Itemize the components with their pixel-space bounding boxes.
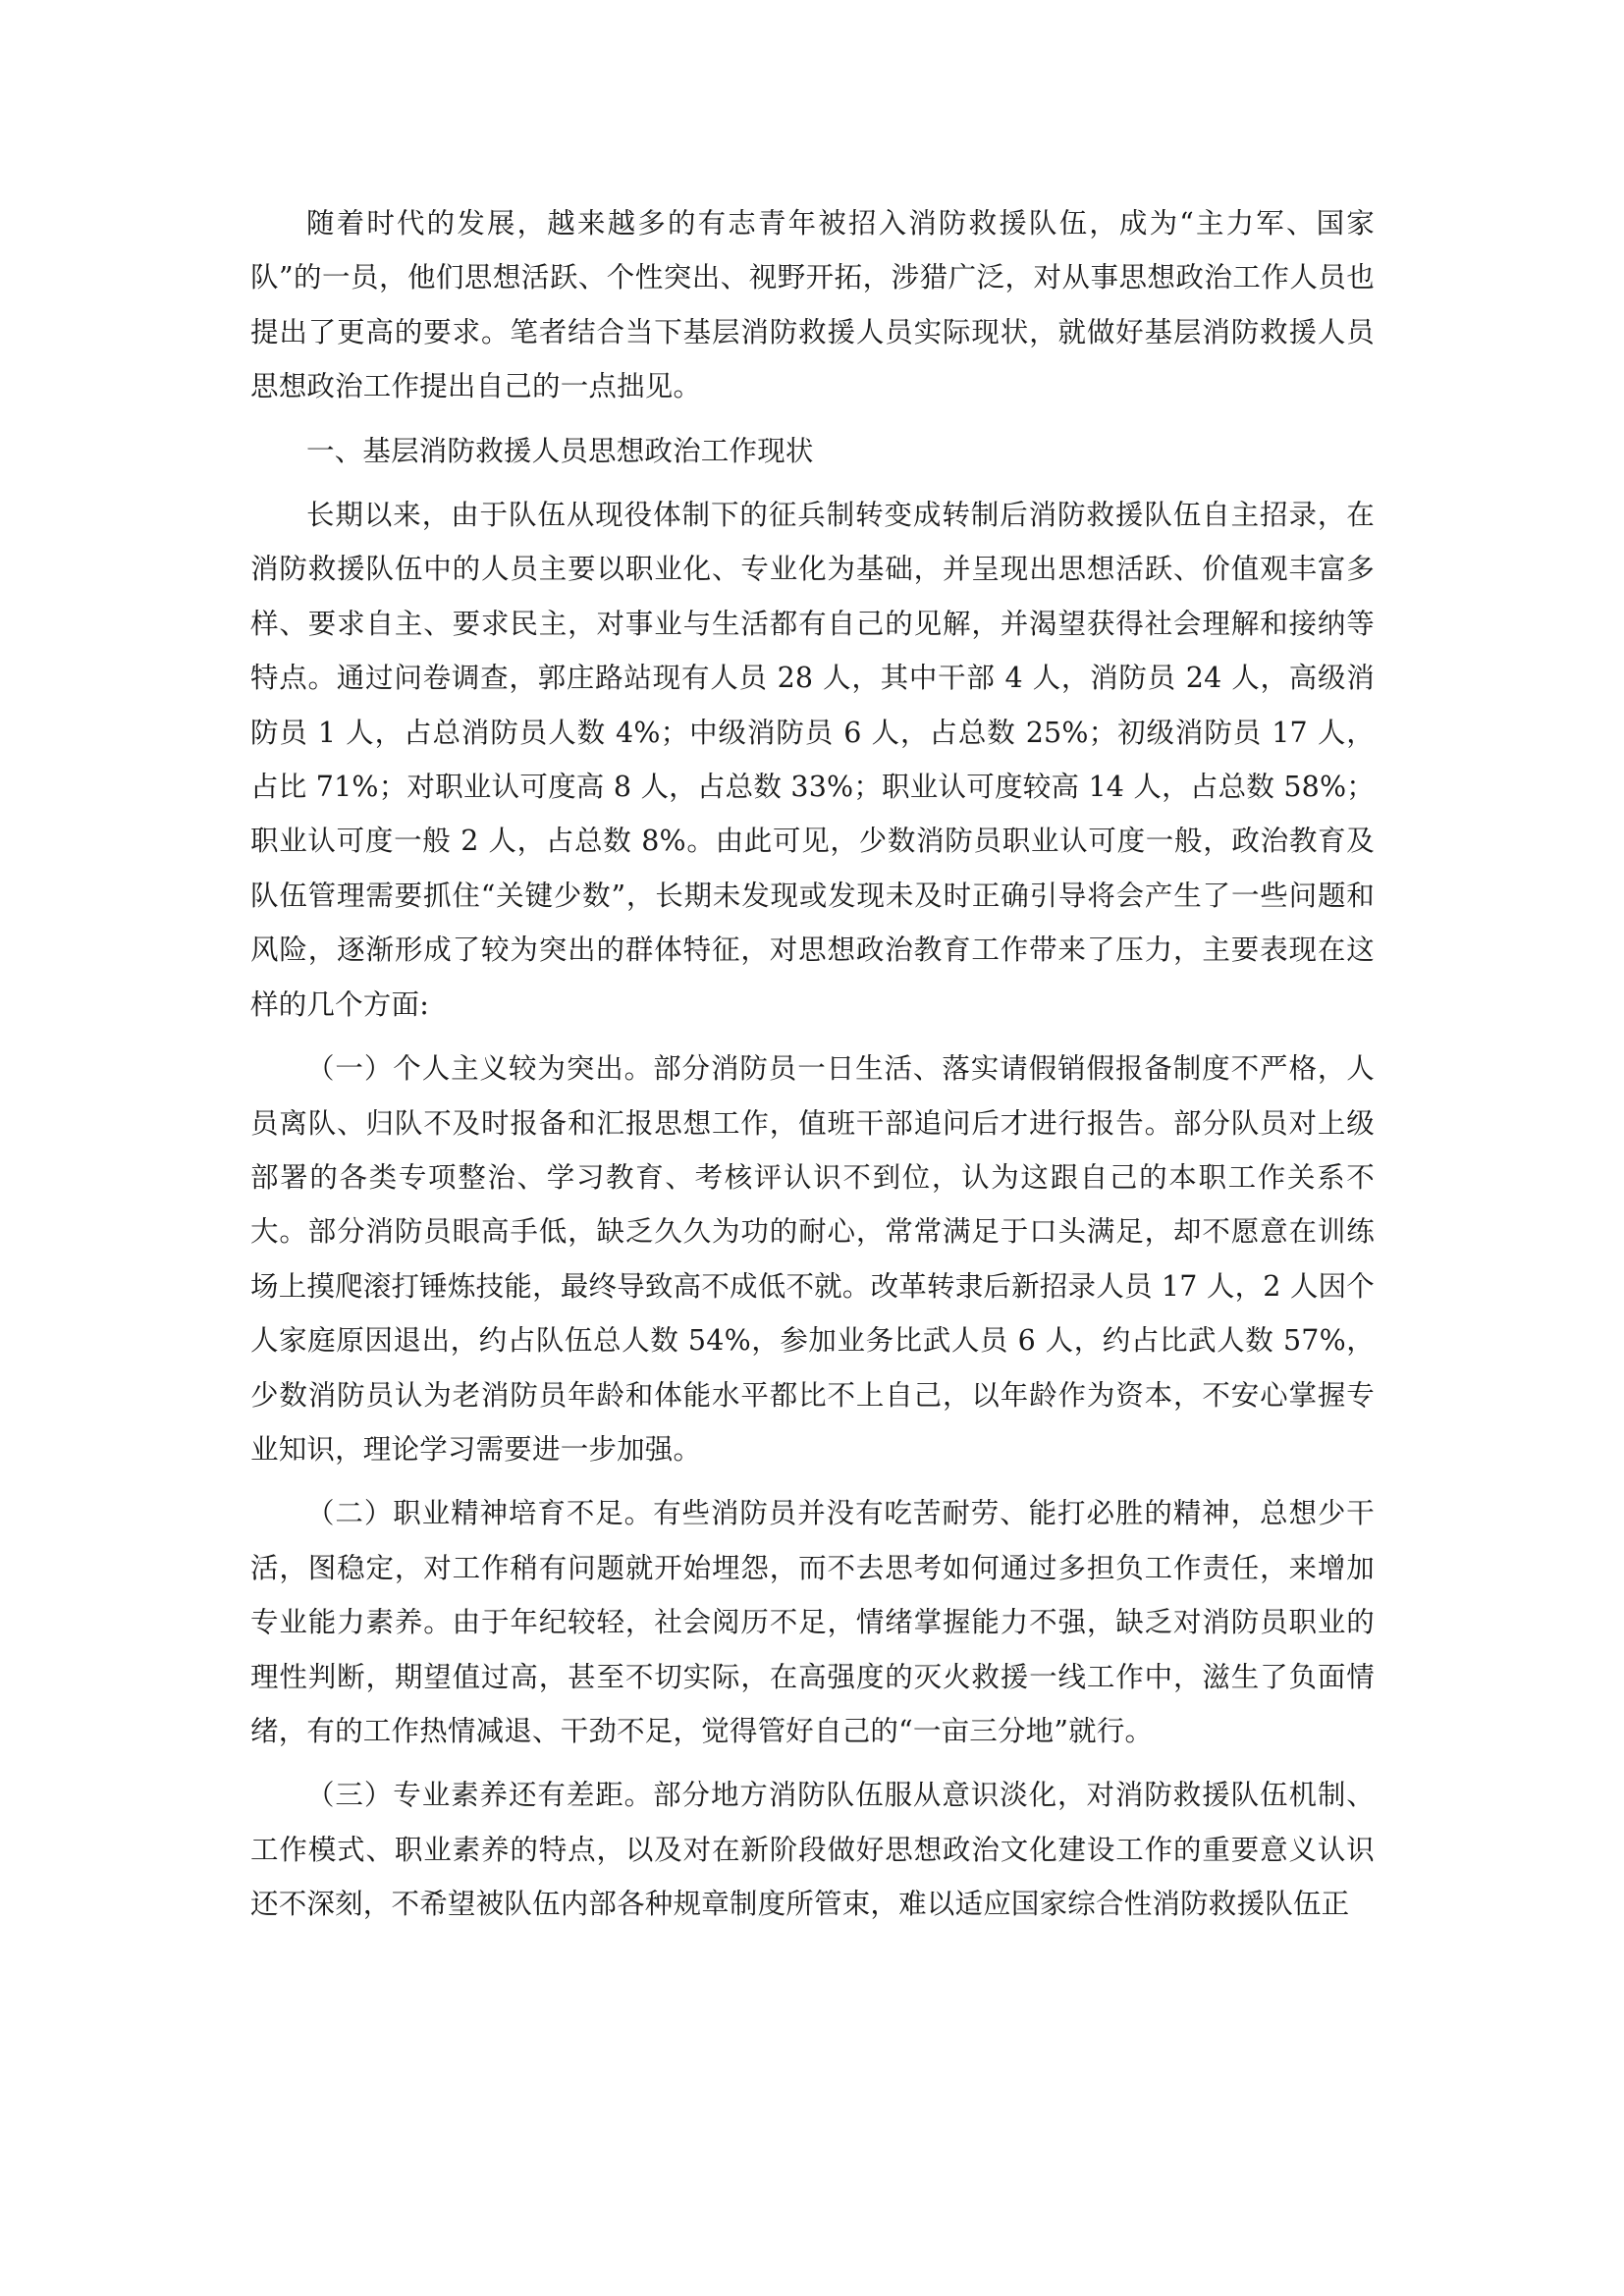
point-two-paragraph: （二）职业精神培育不足。有些消防员并没有吃苦耐劳、能打必胜的精神，总想少干活，图稳定，对工作稍有问题就开始埋怨，而不去思考如何通过多担负工作责任，来增加专业能力素养。由于年纪较轻，社会阅历不足，情绪掌握能力不强，缺乏对消防员职业的理性判断，期望值过高，甚至不切实际，在高强度的灭火救援一线工作中，滋生了负面情绪，有的工作热情减退、干劲不足，觉得管好自己的“一亩三分地”就行。 [250, 1497, 1375, 1747]
status-paragraph: 长期以来，由于队伍从现役体制下的征兵制转变成转制后消防救援队伍自主招录，在消防救援队伍中的人员主要以职业化、专业化为基础，并呈现出思想活跃、价值观丰富多样、要求自主、要求民主，对事业与生活都有自己的见解，并渴望获得社会理解和接纳等特点。通过问卷调查，郭庄路站现有人员 28 人，其中干部 4 人，消防员 24 人，高级消防员 1 人，占总消防员人数 4%；中级消防员 6 人，占总数 25%；初级消防员 17 人，占比 71%；对职业认可度高 8 人，占总数 33%；职业认可度较高 14 人，占总数 58%；职业认可度一般 2 人，占总数 8%。由此可见，少数消防员职业认可度一般，政治教育及队伍管理需要抓住“关键少数”，长期未发现或发现未及时正确引导将会产生了一些问题和风险，逐渐形成了较为突出的群体特征，对思想政治教育工作带来了压力，主要表现在这样的几个方面: [250, 499, 1375, 1021]
intro-paragraph: 随着时代的发展，越来越多的有志青年被招入消防救援队伍，成为“主力军、国家队”的一员，他们思想活跃、个性突出、视野开拓，涉猎广泛，对从事思想政治工作人员也提出了更高的要求。笔者结合当下基层消防救援人员实际现状，就做好基层消防救援人员思想政治工作提出自己的一点拙见。 [250, 207, 1375, 403]
point-three-paragraph: （三）专业素养还有差距。部分地方消防队伍服从意识淡化，对消防救援队伍机制、工作模式、职业素养的特点，以及对在新阶段做好思想政治文化建设工作的重要意义认识还不深刻，不希望被队伍内部各种规章制度所管束，难以适应国家综合性消防救援队伍正 [250, 1779, 1375, 1921]
point-one-paragraph: （一）个人主义较为突出。部分消防员一日生活、落实请假销假报备制度不严格，人员离队、归队不及时报备和汇报思想工作，值班干部追问后才进行报告。部分队员对上级部署的各类专项整治、学习教育、考核评认识不到位，认为这跟自己的本职工作关系不大。部分消防员眼高手低，缺乏久久为功的耐心，常常满足于口头满足，却不愿意在训练场上摸爬滚打锤炼技能，最终导致高不成低不就。改革转隶后新招录人员 17 人，2 人因个人家庭原因退出，约占队伍总人数 54%，参加业务比武人员 6 人，约占比武人数 57%，少数消防员认为老消防员年龄和体能水平都比不上自己，以年龄作为资本，不安心掌握专业知识，理论学习需要进一步加强。 [250, 1052, 1375, 1466]
document-body [250, 196, 1375, 1942]
section-heading: 一、基层消防救援人员思想政治工作现状 [306, 434, 814, 467]
